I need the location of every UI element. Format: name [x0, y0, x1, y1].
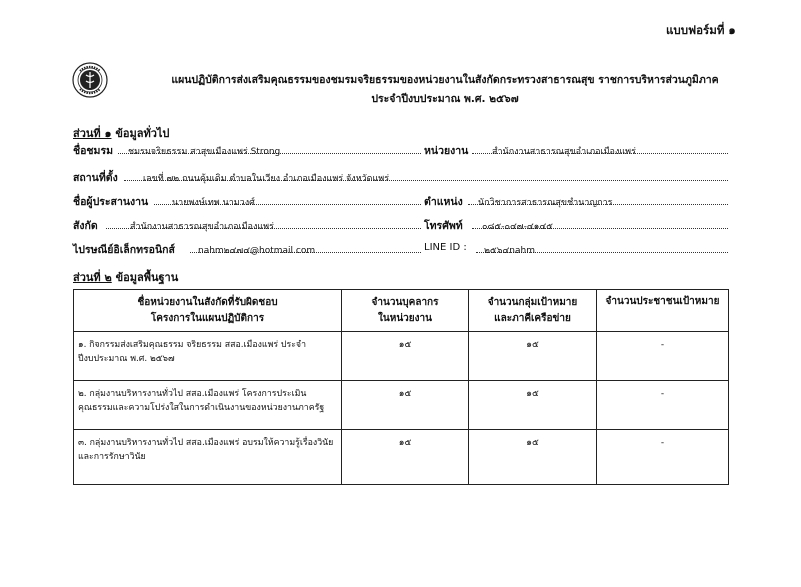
club-value: ชมรมจริยธรรม สาสุขเมืองแพร่ Strong	[128, 147, 281, 157]
agency-label: หน่วยงาน	[424, 145, 469, 157]
address-value: เลขที่ ๗๒ ถนนคุ้มเดิม ตำบลในเวียง อำเภอเมืองแพร่ จังหวัดแพร่	[143, 174, 390, 184]
line-id-label: LINE ID :	[424, 242, 467, 253]
email-value: nahm๒๔๗๔@hotmail.com	[198, 246, 316, 256]
row1-public: -	[597, 332, 729, 381]
coordinator-label: ชื่อผู้ประสานงาน	[73, 196, 149, 208]
row3-project: ๓. กลุ่มงานบริหารงานทั่วไป สสอ.เมืองแพร่ อบรมให้ความรู้เรื่องวินัยและการรักษาวินัย	[74, 430, 342, 485]
col-header-project-line1: ชื่อหน่วยงานในสังกัดที่รับผิดชอบ	[137, 296, 278, 308]
position-value: นักวิชาการสาธารณสุขชำนาญการ	[478, 198, 613, 208]
row3-staff: ๑๕	[342, 430, 469, 485]
form-number: แบบฟอร์มที่ ๑	[666, 23, 736, 37]
section1-heading	[73, 124, 169, 142]
row1-project: ๑. กิจกรรมส่งเสริมคุณธรรม จริยธรรม สสอ.เมืองแพร่ ประจำปีงบประมาณ พ.ศ. ๒๕๖๗	[74, 332, 342, 381]
section2-heading	[73, 268, 178, 286]
col-header-staff	[342, 290, 469, 332]
coordinator-value: นายพงษ์เทพ นามวงศ์	[172, 198, 255, 208]
row2-project: ๒. กลุ่มงานบริหารงานทั่วไป สสอ.เมืองแพร่ โครงการประเมินคุณธรรมและความโปร่งใสในการดำเนินงานของหน่วยงานภาครัฐ	[74, 381, 342, 430]
row3-public: -	[597, 430, 729, 485]
section2-title: ข้อมูลพื้นฐาน	[115, 271, 179, 284]
phone-label: โทรศัพท์	[424, 220, 463, 232]
table-header-row	[74, 290, 729, 332]
table-row	[74, 332, 729, 381]
row2-target-group: ๑๕	[469, 381, 597, 430]
row2-staff: ๑๕	[342, 381, 469, 430]
basic-info-table	[73, 289, 729, 485]
col-header-target-line2: และภาคีเครือข่าย	[494, 312, 571, 324]
col-header-target-group	[469, 290, 597, 332]
section1-title: ข้อมูลทั่วไป	[115, 127, 170, 140]
row2-public: -	[597, 381, 729, 430]
table-row	[74, 381, 729, 430]
agency-value: สำนักงานสาธารณสุขอำเภอเมืองแพร่	[492, 147, 636, 157]
row1-target-group: ๑๕	[469, 332, 597, 381]
line-id-value: ๒๕๖๔nahm	[484, 246, 535, 256]
affiliation-value: สำนักงานสาธารณสุขอำเภอเมืองแพร่	[130, 222, 274, 232]
phone-value: ๐๘๕-๐๔๗-๔๑๔๕	[482, 222, 553, 232]
position-label: ตำแหน่ง	[424, 196, 463, 208]
col-header-project-line2: โครงการในแผนปฏิบัติการ	[150, 312, 265, 324]
club-label: ชื่อชมรม	[73, 145, 114, 157]
col-header-target-line1: จำนวนกลุ่มเป้าหมาย	[487, 296, 578, 308]
affiliation-label: สังกัด	[73, 220, 98, 232]
document-title-line2: ประจำปีงบประมาณ พ.ศ. ๒๕๖๗	[371, 93, 519, 105]
document-title-line1: แผนปฏิบัติการส่งเสริมคุณธรรมของชมรมจริยธรรมของหน่วยงานในสังกัดกระทรวงสาธารณสุข ราชการบริหารส่วนภูมิภาค	[171, 74, 719, 86]
col-header-staff-line1: จำนวนบุคลากร	[371, 296, 439, 308]
section2-number: ส่วนที่ ๒	[73, 271, 112, 284]
seal-icon	[72, 62, 108, 98]
ministry-seal-logo	[72, 62, 108, 98]
col-header-public-line1: จำนวนประชาชนเป้าหมาย	[605, 296, 720, 307]
table-row	[74, 430, 729, 485]
col-header-public	[597, 290, 729, 332]
col-header-staff-line2: ในหน่วยงาน	[378, 312, 432, 324]
row3-target-group: ๑๕	[469, 430, 597, 485]
address-label: สถานที่ตั้ง	[73, 172, 118, 184]
col-header-project	[74, 290, 342, 332]
section1-number: ส่วนที่ ๑	[73, 127, 112, 140]
row1-staff: ๑๕	[342, 332, 469, 381]
email-label: ไปรษณีย์อิเล็กทรอนิกส์	[73, 244, 175, 256]
